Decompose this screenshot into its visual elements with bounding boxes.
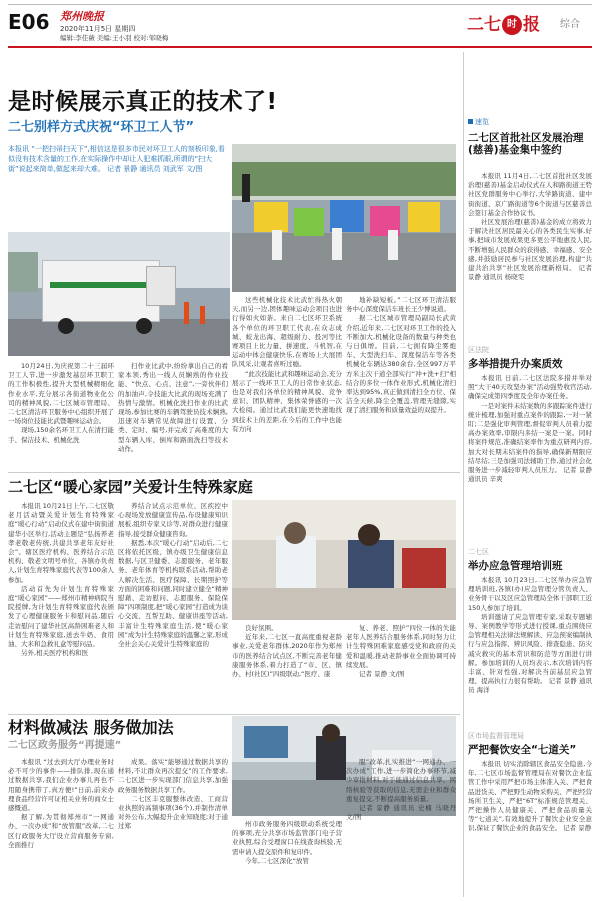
article3-col3: 州市政务服务四级联动系统受理的事项,充分共享市场监管部门电子营业执照,综合受理窗口在线查询核验,无需申请人提交原件和复印件。 今年,二七区深化“放管 — [232, 820, 342, 865]
article1-col2: 扫作业比武中,纷纷拿出自己的看家本领,秀出一线人员娴熟的作业技能、“快点、心点、注意”,一旁伙伴们的加油声,令技能大比武的现场充满了热情与激情。机械化洗扫作业的比武现场,参加比赛的车辆驾驶员技术娴熟,迅速对车辆常见故障进行设置、分类、定时、编号,并完成了高难度的大型车辆入库、倒库和路面洗扫等技术动作。 — [118, 362, 228, 453]
editor-credits: 编辑:李佳薇 美编:王小羽 校对:邹晓梅 — [60, 34, 169, 42]
section-name-pre: 二七 — [467, 15, 501, 35]
top-rule — [8, 4, 592, 5]
section-name-post: 报 — [523, 15, 540, 35]
photo-team-games — [232, 144, 456, 292]
article1-lead: 本报讯 “一把扫帚扫天下”,相信这是很多市民对环卫工人的刻板印象,看似没有技术含量的工作,在实际操作中却让人犯难抓眼,所谓的“扫大街”说起来简单,做起来却大难。 记者 景静 通讯员 刘武军 文/图 — [8, 145, 225, 173]
truck-body — [42, 260, 160, 322]
header-rule — [8, 46, 592, 48]
section-badge — [467, 14, 540, 36]
article1-title: 是时候展示真正的技术了! — [8, 89, 278, 115]
date-line: 2020年11月5日 星期四 — [60, 25, 136, 33]
article2-col1: 本报讯 10月21日上午,二七区敬老月活动暨关爱计划生育特殊家庭“暖心行动”启动仪式在建中街街道建华小区举行,活动主题是“弘扬养老孝老敬老传统,共建共享老年友好社会”。辖区医疗机构、医养结合示范机构、敬老文明号单位、各镇办负责人,计划生育特殊家庭代表等100余人参加。 活动首先为计划生育特殊家庭“暖心家园”——郑州市精神病院当院授牌,为计划生育特殊家庭代表颁发了心理健康服务卡和慰问品,随后走访慰问了建华社区高龄困难老人和计划生育特殊家庭,送去牛奶、食用油、大米和急救礼盒等慰问品。 另外,相关医疗机构和医 — [8, 502, 114, 658]
sidebar-divider — [463, 52, 464, 897]
sidebar-headline-2: 多举措提升办案质效 — [468, 358, 563, 370]
square-icon — [468, 119, 473, 124]
divider-1 — [8, 472, 460, 473]
yellow-block — [254, 202, 288, 232]
sidebar-text-1: 本报讯 11月4日,二七区首批社区发展治理(慈善)基金启动仪式在人和路街道王砦社区党群服务中心举行,大学路街道、建中街街道、京广路街道等6个街道与区慈善总会签订基金合作协议书。 社区发展治理(慈善)基金的成立将致力于解决社区居民最关心的各类民生实事,好事,把域市发展成果更多更公平地惠及人民,不断增强人民群众的获得感、幸福感、安全感,并鼓励居民参与社区发展治理,构建“共建共治共享”社区发展治理新格局。 记者 景静 通讯员 杨晓雯 — [468, 172, 592, 282]
article3-col1: 本报讯 “过去到大厅办理业务时必不可少的事件——排队排,现在通过数据共享,我们企业办事儿再也不用随身携带了,真方便!”日前,前来办理食品经营许可证相关业务的商女士感慨道。 据了解,为贯彻郑州市“一网通办、一次办成”和“放管服”改革,二七区行政服务大厅设立营商服务专窗,全面推行 — [8, 758, 114, 849]
divider-2 — [8, 714, 460, 715]
sidebar-tag-briefs: 速览 — [468, 118, 489, 127]
photo-sweeper-truck — [8, 232, 230, 356]
sidebar-text-3: 本报讯 10月23日,二七区举办应急管理培训班,各镇(办)应急管理分管负责人、业务骨干以及区应急管理局全体干部职工近150人参加了培训。 培训邀请了应急管理专家,采取专题辅导、案例教学等形式进行授课,重点围绕应急管理相关法律法规解读、应急预案编制执行与应急指挥、辨识风险、排查隐患、防灾减灾救灾的基本常识和防范等方面进行讲解。参加培训的人员均表示,本次培训内容丰富、针对性强,对解决当前基层应急管理、提高执行力很有帮助。 记者 景静 通讯员 海洋 — [468, 576, 592, 695]
article3-subtitle: 二七区政务服务“再提速” — [8, 740, 122, 751]
sidebar-headline-1: 二七区首批社区发展治理(慈善)基金集中签约 — [468, 132, 584, 156]
masthead — [8, 8, 592, 44]
sidebar-text-4: 本报讯 切实消除辖区食品安全隐患,今年,二七区市场监督管理局在对餐饮企业监管工作中采用严把市场主体准入关、严把食品进货关、严把野生动物采购关、严把经营场所卫生关、严把“6T”标准规范管理关、严把操作人员健康关、严把食品质量关等“七道关”,有效地提升了餐饮企业安全意识,保证了餐饮企业的食品安全。 记者 景静 — [468, 760, 592, 833]
page-number: E06 — [8, 10, 50, 34]
sidebar-text-2: 本报讯 日前,二七区法院多措并举对照“大干40天攻坚办案”活动强势收官活动,确保完成第四季度及全年办案任务。 一是对案件未结案数的多跟踪案件进行统计梳理,加强对重点案件的跟踪,一对一紧盯;二是强化审判管理,督促审判人员着力提高办案效率,审限内多结一案是一案。同时将案件规范,准确结案率作为重点研判内容,加大对长期未结案件的指导,确保新期限应结尽结;三是加强司法辅助工作,通过社会化服务进一步减轻审判人员压力。 记者 景静 通讯员 辛爽 — [468, 374, 592, 484]
sidebar-headline-3: 举办应急管理培训班 — [468, 560, 563, 572]
article1-col4: 地补缺短板。”二七区环卫清洁服务中心深度保洁车班长王少博说道。 据二七区城市管理局副局长武黄介绍,近年来,二七区对环卫工作的投入不断加大,机械化设备的数量与种类也与日俱增。目前,二七拥有降尘雾炮车、大型洗扫车、深度保洁车等各类机械化车辆达380余台,全区997万平方米主次干道全部实行“冲+洗+扫”相结合的多位一体作业形式,机械化清扫率达到95%,真正做到清扫全方位、保洁全天候,降尘全覆盖,管理无缝隙,实现了清扫服务和质量效益的双提升。 — [346, 296, 456, 415]
article2-col4: 复、养老、照护”四位一体的失能老年人医养结合服务体系,同时努力让计生特殊困难家庭感受党和政府的关爱和温暖,推动老龄事业全面协调可持续发展。 记者 景静 文/图 — [346, 624, 456, 679]
sidebar-tag-district: 二七区 — [468, 548, 489, 556]
article1-col3: 这些机械化技术比武忙得热火朝天,而另一边,团体趣味运动会项目也进行得如火如荼。来自二七区环卫系统各个单位的环卫职工代表,在众志成城、蛟龙出海、超级耐力、投河等比赛项目上比力量、拼速度、斗机智,在运动中体会健康快乐,在赛场上大展团队风采,让观者喜听过瘾。 “此次技能比武和趣味运动会,充分展示了一线环卫工人的日常作业状态,也是对我们各单位的精神风貌、竞争意识、团队精神、集体荣誉感的一次大检阅。通过比武我们能更快速地找到技术上的差距,在今后的工作中也能有方向 — [232, 296, 342, 433]
article3-col2: 成果。落实“能够通过数据共享的材料,不让群众再次提交”的工作要求,二七区进一步实现部门信息共享,加强政务服务数据共享工作。 二七区丰克服整体改造、工商营业执照的高频事项(36个),并制作清单对外公布,大幅提升企业知晓度;对于通过郑 — [118, 758, 228, 831]
article2-col2: 养结合试点示范单位、区疾控中心现场发放健康宣传品,布设健康知识展板,组织专家义诊等,对群众进行健康指导,接受群众健康咨询。 据悉,本次“暖心行动”启动后,二七区将依托区级、镇办级卫生健康信息数据,与区卫健委、志愿服务、老年服务、老年体育等机构联系活动,帮助老人解决生活、医疗保障、长期照护等方面的困难和问题,同时建立健全“精神慰藉、走访慰问、志愿服务、保险保障”四项制度,把“暖心家园”打造成为谈心交流、互帮互助、健康讲座等活动,丰富计生特殊家庭生活,使“暖心家园”成为计生特殊家庭的温馨之家,形成全社会关心关爱计生特殊家庭的 — [118, 502, 228, 649]
article1-col1: 10月24日,为庆祝第二十三届环卫工人节,进一步激发基层环卫职工的工作积极性,提升大型机械精细化作业水平,充分展示各街道物业化公司的精神风貌,二七区城市管理局、二七区清洁环卫服务中心组织开展了一场岗位技能比武暨趣味运动会。 现场,150余名环卫工人在清扫能手、保洁技术、机械化洗 — [8, 362, 114, 444]
sidebar-tag-court: 区法院 — [468, 346, 489, 354]
section-tag: 综合 — [560, 19, 580, 30]
article2-title: 二七区“暖心家园”关爱计生特殊家庭 — [8, 478, 253, 496]
section-name-circle: 时 — [502, 15, 522, 35]
article2-col3: 良好氛围。 近年来,二七区一直高度重视老龄事业,关爱老年群体,2020年作为郑州市的医养结合试点区,不断完善老年健康服务体系,着力打造了“市、区、镇办、村(社区)”四级联动,“医疗、康 — [232, 624, 342, 679]
sidebar-headline-4: 严把餐饮安全“七道关” — [468, 744, 577, 756]
article3-col4: 服”改革,扎实推进“一网通办、一次办成”工作,进一步简化办事环节,减少审批材料,对于能通过信息共享、网络核验等获取的信息,无需企业和群众重复提交,不断提高服务质量。 记者 景静 通讯员 史楠 马晓丹 文/图 — [346, 758, 456, 822]
green-block — [294, 208, 324, 236]
paper-logo: 郑州晚报 — [60, 10, 104, 23]
sidebar-tag-market: 区市场监督管理局 — [468, 732, 524, 740]
article1-subtitle: 二七别样方式庆祝“环卫工人节” — [8, 120, 195, 135]
photo-health-checkup — [232, 500, 456, 620]
article3-title: 材料做减法 服务做加法 — [8, 718, 174, 737]
